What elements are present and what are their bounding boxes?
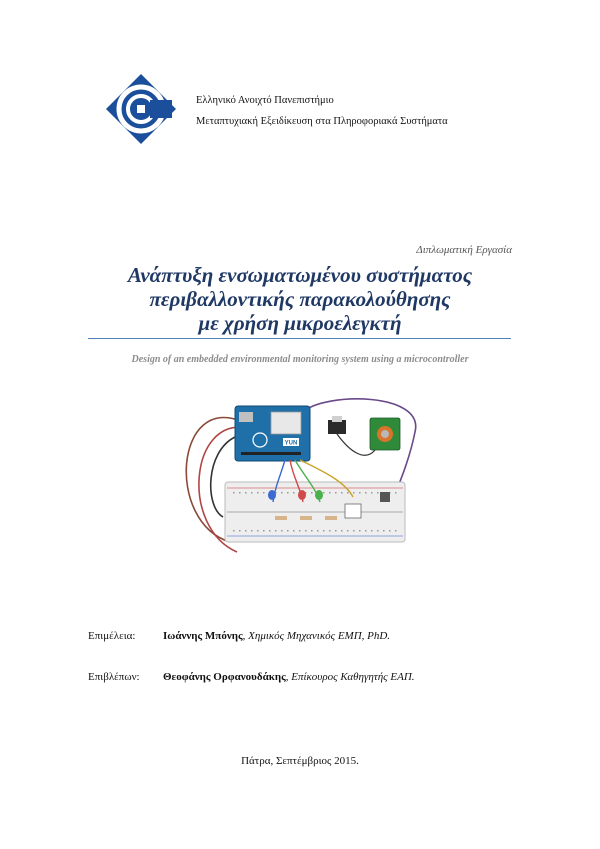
- document-type: Διπλωματική Εργασία: [416, 244, 512, 256]
- blue-led: [268, 490, 276, 500]
- title-line: με χρήση μικροελεγκτή: [198, 311, 402, 335]
- resistor: [275, 516, 287, 520]
- separator: ,: [285, 671, 292, 683]
- resistor: [300, 516, 312, 520]
- red-led: [298, 490, 306, 500]
- pushbutton: [380, 492, 390, 502]
- author-label: Επιμέλεια:: [88, 630, 136, 642]
- university-logo: [104, 72, 178, 146]
- separator: ,: [242, 630, 249, 642]
- title-divider: [88, 338, 511, 339]
- institution-name: Ελληνικό Ανοιχτό Πανεπιστήμιο: [196, 95, 334, 106]
- supervisor-label: Επιβλέπων:: [88, 671, 140, 683]
- author-credit: [163, 630, 390, 642]
- green-led: [315, 490, 323, 500]
- sensor-module: [328, 420, 346, 434]
- supervisor-credit: [163, 671, 415, 683]
- program-name: Μεταπτυχιακή Εξειδίκευση στα Πληροφοριακά Συστήματα: [196, 116, 448, 127]
- supervisor-name: Θεοφάνης Ορφανουδάκης: [163, 671, 286, 683]
- board-label: YUN: [284, 440, 298, 447]
- wire: [337, 434, 375, 455]
- ic-chip: [345, 504, 361, 518]
- title-line: περιβαλλοντικής παρακολούθησης: [149, 287, 451, 311]
- circuit-diagram: [175, 392, 425, 562]
- author-name: Ιωάννης Μπόνης: [163, 630, 243, 642]
- supervisor-title: Επίκουρος Καθηγητής ΕΑΠ.: [291, 671, 415, 683]
- author-title: Χημικός Μηχανικός ΕΜΠ, PhD.: [248, 630, 391, 642]
- thesis-title: [60, 263, 540, 335]
- place-date: Πάτρα, Σεπτέμβριος 2015.: [241, 755, 359, 767]
- title-line: Ανάπτυξη ενσωματωμένου συστήματος: [127, 263, 473, 287]
- resistor: [325, 516, 337, 520]
- english-subtitle: Design of an embedded environmental monitoring system using a microcontroller: [131, 354, 469, 365]
